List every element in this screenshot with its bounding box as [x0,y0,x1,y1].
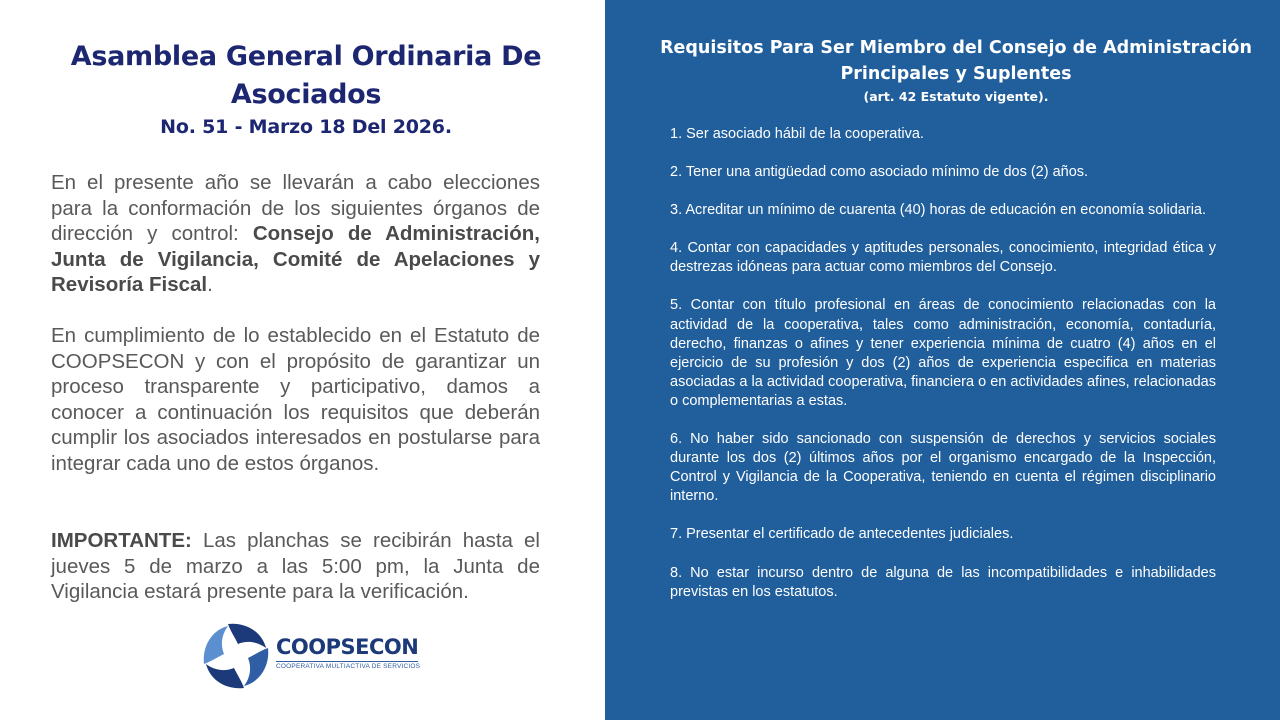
requirement-item: 7. Presentar el certificado de antecedentes judiciales. [670,526,1014,543]
left-panel [0,0,605,720]
logo-tagline: COOPERATIVA MULTIACTIVA DE SERVICIOS [276,663,421,670]
requirement-item: 6. No haber sido sancionado con suspensión de derechos y servicios sociales durante los dos (2) últimos años por el organismo encargado de la Inspección, Control y Vigilancia de la Cooperativa, teniendo en cuenta el régimen disciplinario interno. [670,431,1216,505]
requirements-list [670,125,1216,621]
logo-divider [276,661,418,662]
requirement-item: 8. No estar incurso dentro de alguna de las incompatibilidades e inhabilidades previstas en los estatutos. [670,564,1216,600]
elections-end: . [207,273,213,296]
elections-text: En el presente año se llevarán a cabo elecciones para la conformación de los siguientes órganos de dirección y control: [51,171,540,245]
requirement-item: 1. Ser asociado hábil de la cooperativa. [670,126,924,142]
logo-name: COOPSECON [276,635,419,659]
important-paragraph [51,528,540,605]
assembly-number-date: No. 51 - Marzo 18 Del 2026. [160,116,452,138]
cross-emblem-icon [202,622,270,690]
requirements-title: Requisitos Para Ser Miembro del Consejo de Administración Principales y Suplentes [660,38,1252,84]
requirement-item: 4. Contar con capacidades y aptitudes personales, conocimiento, integridad ética y destrezas idóneas para actuar como miembros del Consejo. [670,240,1216,276]
coopsecon-logo [200,620,430,692]
important-label: IMPORTANTE: [51,529,192,552]
requirement-item: 3. Acreditar un mínimo de cuarenta (40) horas de educación en economía solidaria. [670,202,1207,219]
page-title: Asamblea General Ordinaria De Asociados [70,41,542,110]
requirement-item: 5. Contar con título profesional en áreas de conocimiento relacionadas con la actividad de la cooperativa, tales como administración, economía, contaduría, derecho, finanzas o afines y tener experiencia mínima de cuatro (4) años en el ejercicio de su profesión y dos (2) años de experiencia especifica en materias asociadas a la actividad cooperativa, financiera o en actividades afines, relacionadas o complementarias a estas. [670,297,1216,409]
requirements-subtitle: (art. 42 Estatuto vigente). [863,89,1049,104]
requirements-panel [605,0,1280,720]
important-text: Las planchas se recibirán hasta el jueves 5 de marzo a las 5:00 pm, la Junta de Vigilancia estará presente para la verificación. [51,529,540,603]
elections-paragraph [51,170,540,298]
requirement-item: 2. Tener una antigüedad como asociado mínimo de dos (2) años. [670,164,1089,181]
elections-bodies: Consejo de Administración, Junta de Vigilancia, Comité de Apelaciones y Revisoría Fiscal [51,222,540,296]
compliance-paragraph: En cumplimiento de lo establecido en el Estatuto de COOPSECON y con el propósito de garantizar un proceso transparente y participativo, damos a conocer a continuación los requisitos que deberán cumplir los asociados interesados en postularse para integrar cada uno de estos órganos. [51,324,540,475]
